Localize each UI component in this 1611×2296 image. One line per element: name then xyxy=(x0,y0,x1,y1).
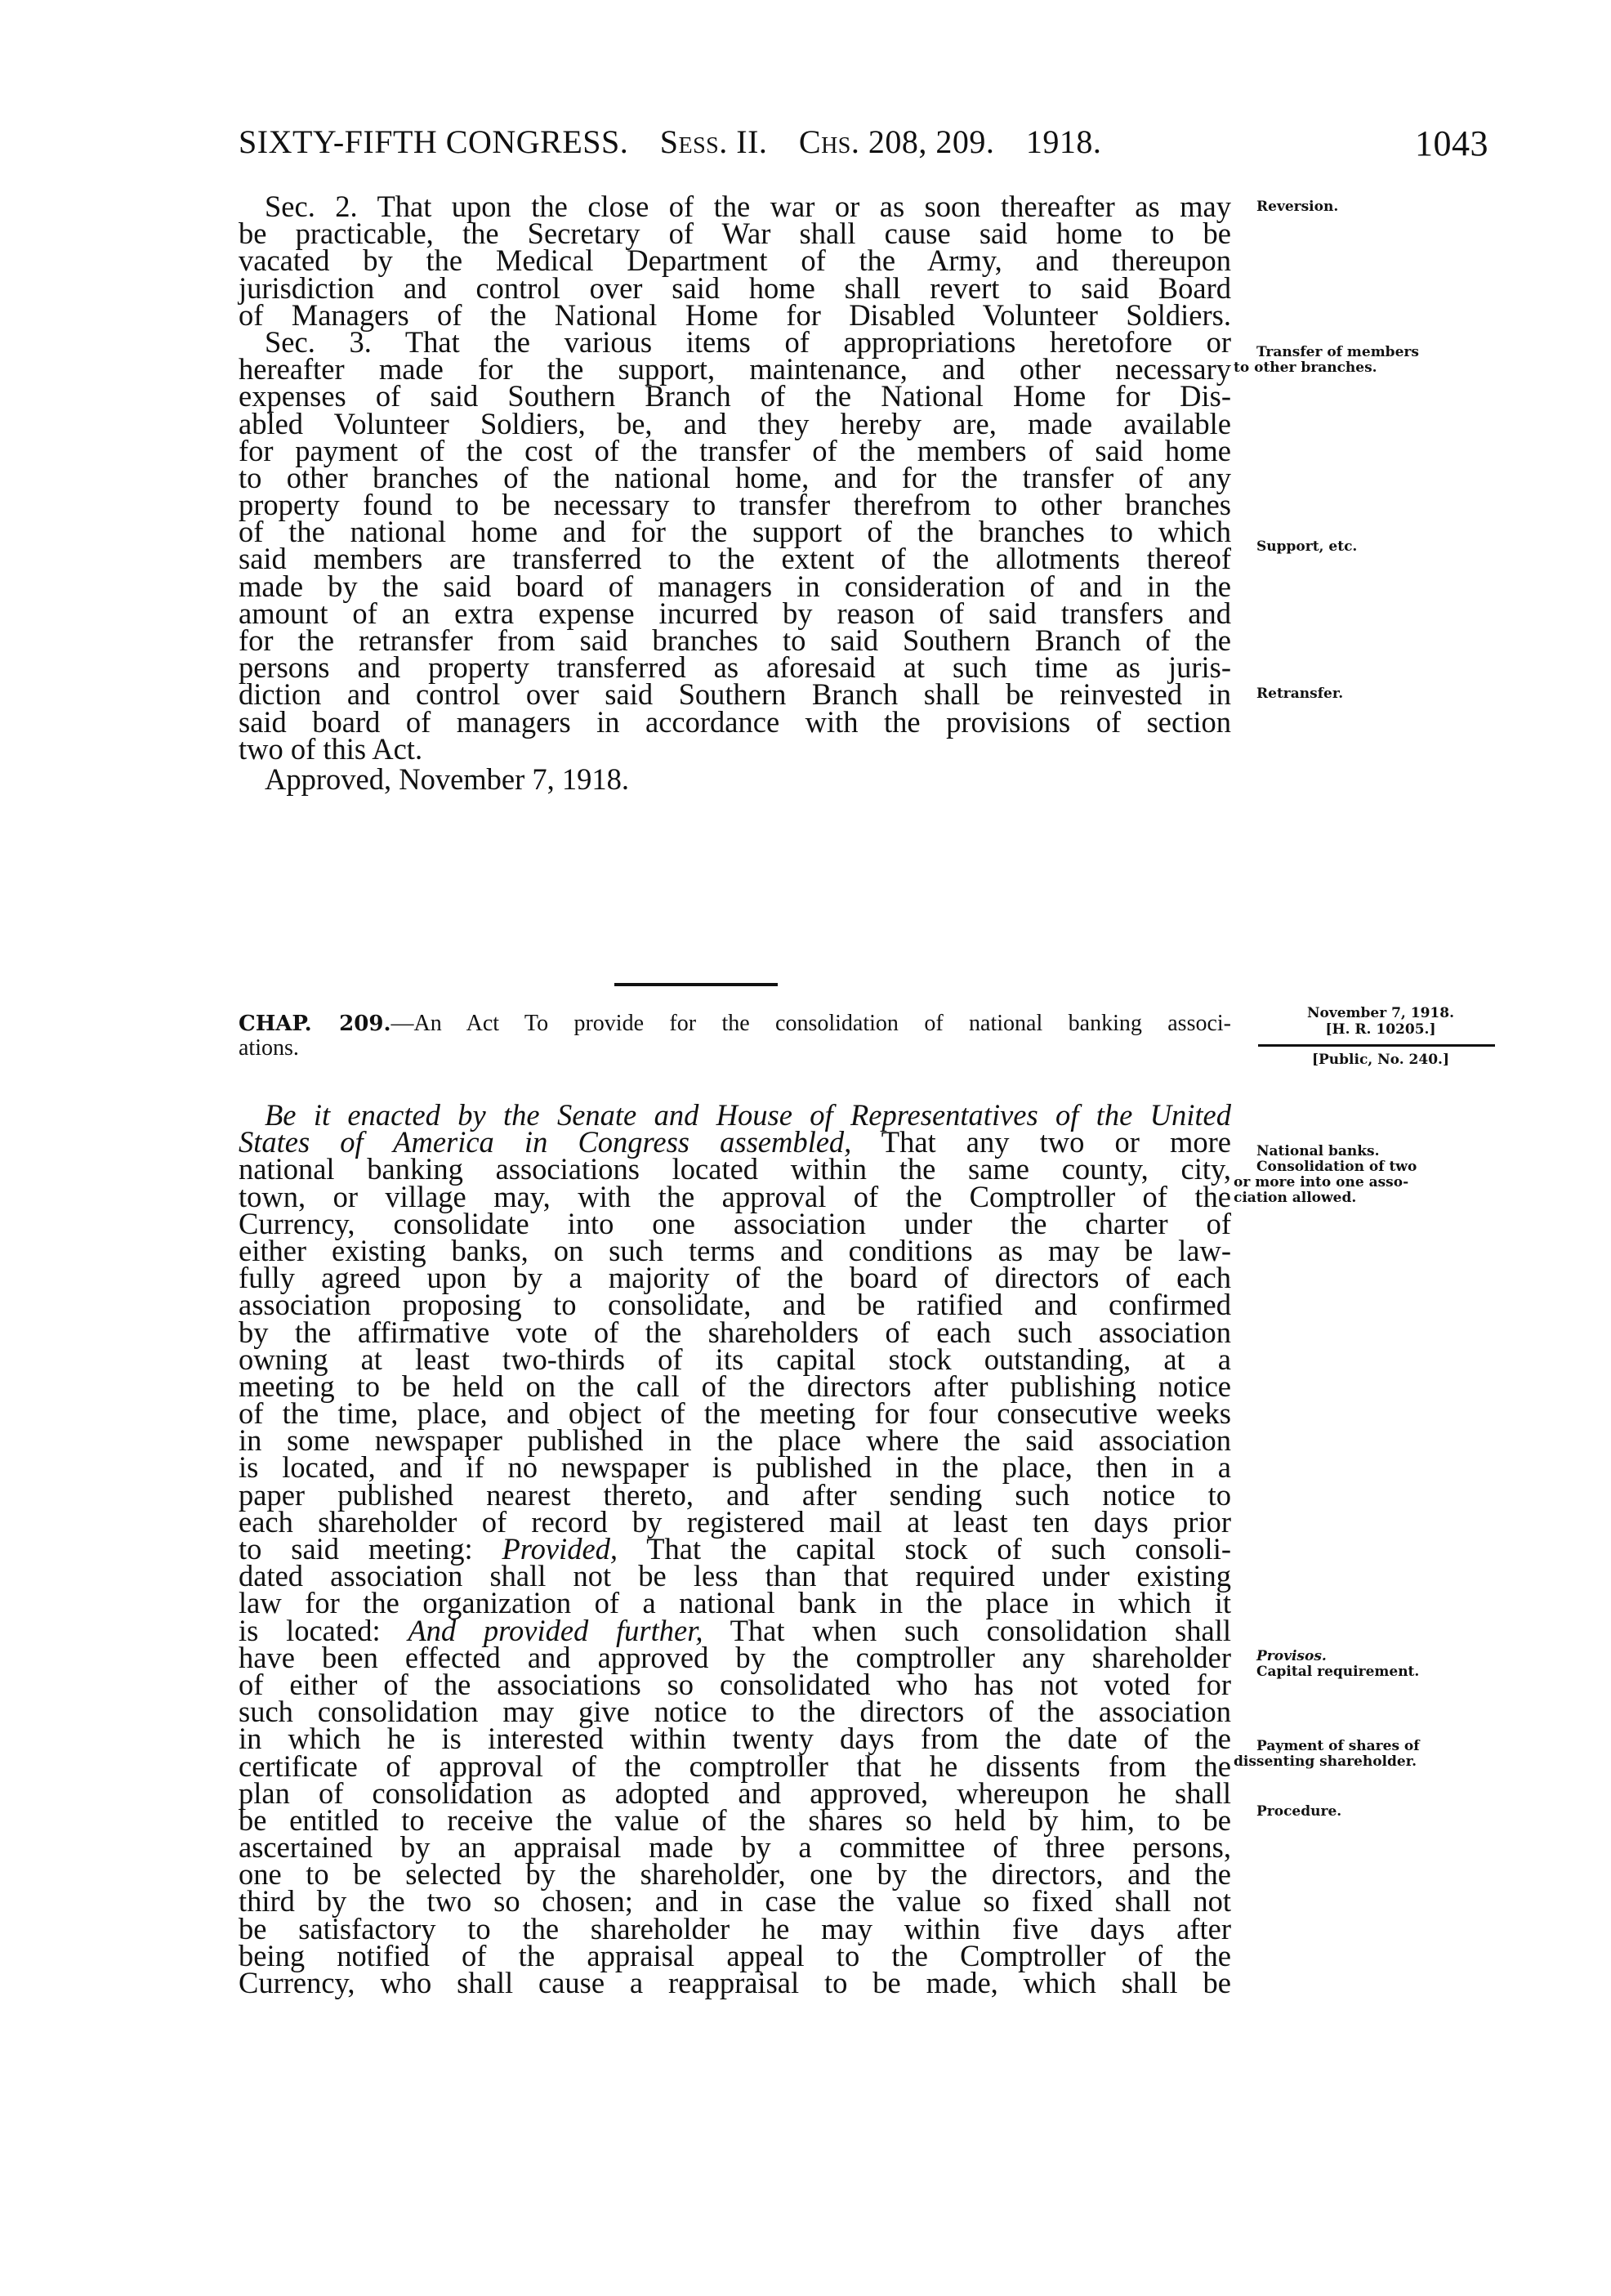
text-line: jurisdiction and control over said home shall revert to said Board xyxy=(239,270,1231,305)
margin-note-payment: Payment of shares of dissenting shareholder. xyxy=(1234,1738,1420,1770)
section-divider xyxy=(614,983,778,986)
margin-note-retransfer: Retransfer. xyxy=(1256,686,1344,702)
text-line: each shareholder of record by registered mail at least ten days prior xyxy=(239,1504,1231,1539)
text-line: third by the two so chosen; and in case the value so fixed shall not xyxy=(239,1884,1231,1919)
running-head-left xyxy=(239,123,1124,161)
text-line: expenses of said Southern Branch of the National Home for Dis- xyxy=(239,379,1231,413)
text-line: by the affirmative vote of the shareholders of each such association xyxy=(239,1315,1231,1349)
text-line: vacated by the Medical Department of the Army, and thereupon xyxy=(239,243,1231,278)
text-line: of Managers of the National Home for Disabled Volunteer Soldiers. xyxy=(239,297,1231,332)
text-line: be satisfactory to the shareholder he may within five days after xyxy=(239,1911,1231,1945)
text-line: for the retransfer from said branches to said Southern Branch of the xyxy=(239,623,1231,657)
session-label: Sess. II. xyxy=(659,123,768,160)
side-divider xyxy=(1258,1044,1495,1047)
text-line: persons and property transferred as aforesaid at such time as juris- xyxy=(239,650,1231,685)
proviso-line: is located: And provided further, That when such consolidation shall xyxy=(239,1613,1231,1647)
text-line: in some newspaper published in the place where the said association xyxy=(239,1423,1231,1458)
text-line: being notified of the appraisal appeal to the Comptroller of the xyxy=(239,1938,1231,1972)
text-line: national banking associations located within the same county, city, xyxy=(239,1152,1231,1186)
text-line: property found to be necessary to transfer therefrom to other branches xyxy=(239,488,1231,522)
margin-note-provisos: Provisos. Capital requirement. xyxy=(1256,1648,1420,1680)
text-line: be entitled to receive the value of the shares so held by him, to be xyxy=(239,1802,1231,1837)
text-line: of either of the associations so consolidated who has not voted for xyxy=(239,1667,1231,1701)
chapter-209-body xyxy=(239,1098,1231,1999)
text-line: be practicable, the Secretary of War shall cause said home to be xyxy=(239,217,1231,251)
text-line: Currency, consolidate into one association under the charter of xyxy=(239,1206,1231,1240)
text-line: fully agreed upon by a majority of the board of directors of each xyxy=(239,1261,1231,1295)
text-line: owning at least two-thirds of its capital stock outstanding, at a xyxy=(239,1342,1231,1376)
text-line: to other branches of the national home, and for the transfer of any xyxy=(239,460,1231,494)
text-line: Sec. 3. That the various items of appropriations heretofore or xyxy=(265,324,1231,359)
text-line: diction and control over said Southern Branch shall be reinvested in xyxy=(239,677,1231,712)
text-line: plan of consolidation as adopted and approved, whereupon he shall xyxy=(239,1776,1231,1810)
text-line: dated association shall not be less than that required under existing xyxy=(239,1559,1231,1593)
margin-note-reversion: Reversion. xyxy=(1256,199,1339,215)
text-line: made by the said board of managers in consideration of and in the xyxy=(239,569,1231,603)
bill-number: [H. R. 10205.] xyxy=(1325,1021,1436,1038)
text-line: have been effected and approved by the comptroller any shareholder xyxy=(239,1640,1231,1674)
text-line: said board of managers in accordance with the provisions of section xyxy=(239,704,1231,739)
text-line: law for the organization of a national bank in the place in which it xyxy=(239,1586,1231,1620)
margin-note-procedure: Procedure. xyxy=(1256,1803,1342,1820)
chapter-209-title xyxy=(239,1012,1231,1061)
text-line: said members are transferred to the extent of the allotments thereof xyxy=(239,542,1231,576)
text-line: abled Volunteer Soldiers, be, and they hereby are, made available xyxy=(239,406,1231,440)
text-line: Currency, who shall cause a reappraisal to be made, which shall be xyxy=(239,1966,1231,1999)
enacting-clause-cont: States of America in Congress assembled, That any two or more xyxy=(239,1125,1231,1159)
act-title: —An Act To provide for the consolidation of national banking associ- xyxy=(390,1011,1231,1036)
text-line: association proposing to consolidate, and be ratified and confirmed xyxy=(239,1288,1231,1322)
text-line: of the national home and for the support of the branches to which xyxy=(239,515,1231,549)
text-line: either existing banks, on such terms and conditions as may be law- xyxy=(239,1233,1231,1267)
act-title-cont: ations. xyxy=(239,1035,299,1061)
public-law-number: [Public, No. 240.] xyxy=(1311,1052,1450,1068)
text-line: for payment of the cost of the transfer of the members of said home xyxy=(239,433,1231,467)
chapters-label: Chs. 208, 209. xyxy=(798,123,995,160)
proviso-line: to said meeting: Provided, That the capital stock of such consoli- xyxy=(239,1532,1231,1566)
enactment-date: November 7, 1918. xyxy=(1306,1005,1455,1021)
text-line: is located, and if no newspaper is published in the place, then in a xyxy=(239,1450,1231,1485)
page-number: 1043 xyxy=(1415,123,1488,163)
text-line: town, or village may, with the approval of the Comptroller of the xyxy=(239,1179,1231,1213)
text-line: ascertained by an appraisal made by a committee of three persons, xyxy=(239,1830,1231,1865)
margin-note-transfer: Transfer of members to other branches. xyxy=(1234,344,1419,376)
text-line: two of this Act. xyxy=(239,731,423,766)
text-line: such consolidation may give notice to the directors of the association xyxy=(239,1695,1231,1729)
margin-note-support: Support, etc. xyxy=(1256,538,1358,555)
text-line: Sec. 2. That upon the close of the war or as soon thereafter as may xyxy=(265,190,1231,223)
running-head xyxy=(239,123,1488,172)
text-line: certificate of approval of the comptroller that he dissents from the xyxy=(239,1749,1231,1783)
enacting-clause: Be it enacted by the Senate and House of Representatives of the United xyxy=(265,1098,1231,1132)
chapter-label: CHAP. 209. xyxy=(239,1012,391,1036)
text-line: of the time, place, and object of the meeting for four consecutive weeks xyxy=(239,1396,1231,1431)
chapter-208-body xyxy=(239,190,1231,796)
text-line: meeting to be held on the call of the directors after publishing notice xyxy=(239,1369,1231,1403)
text-line: amount of an extra expense incurred by reason of said transfers and xyxy=(239,596,1231,630)
text-line: in which he is interested within twenty days from the date of the xyxy=(239,1722,1231,1756)
margin-note-national-banks: National banks. Consolidation of two or more into one asso- ciation allowed. xyxy=(1234,1143,1417,1206)
text-line: paper published nearest thereto, and after sending such notice to xyxy=(239,1477,1231,1512)
approval-line: Approved, November 7, 1918. xyxy=(265,762,630,796)
text-line: one to be selected by the shareholder, one by the directors, and the xyxy=(239,1857,1231,1892)
enactment-info xyxy=(1274,1005,1487,1068)
year-label: 1918. xyxy=(1025,123,1102,160)
text-line: hereafter made for the support, maintenance, and other necessary xyxy=(239,352,1231,386)
congress-label: SIXTY-FIFTH CONGRESS. xyxy=(239,123,629,160)
